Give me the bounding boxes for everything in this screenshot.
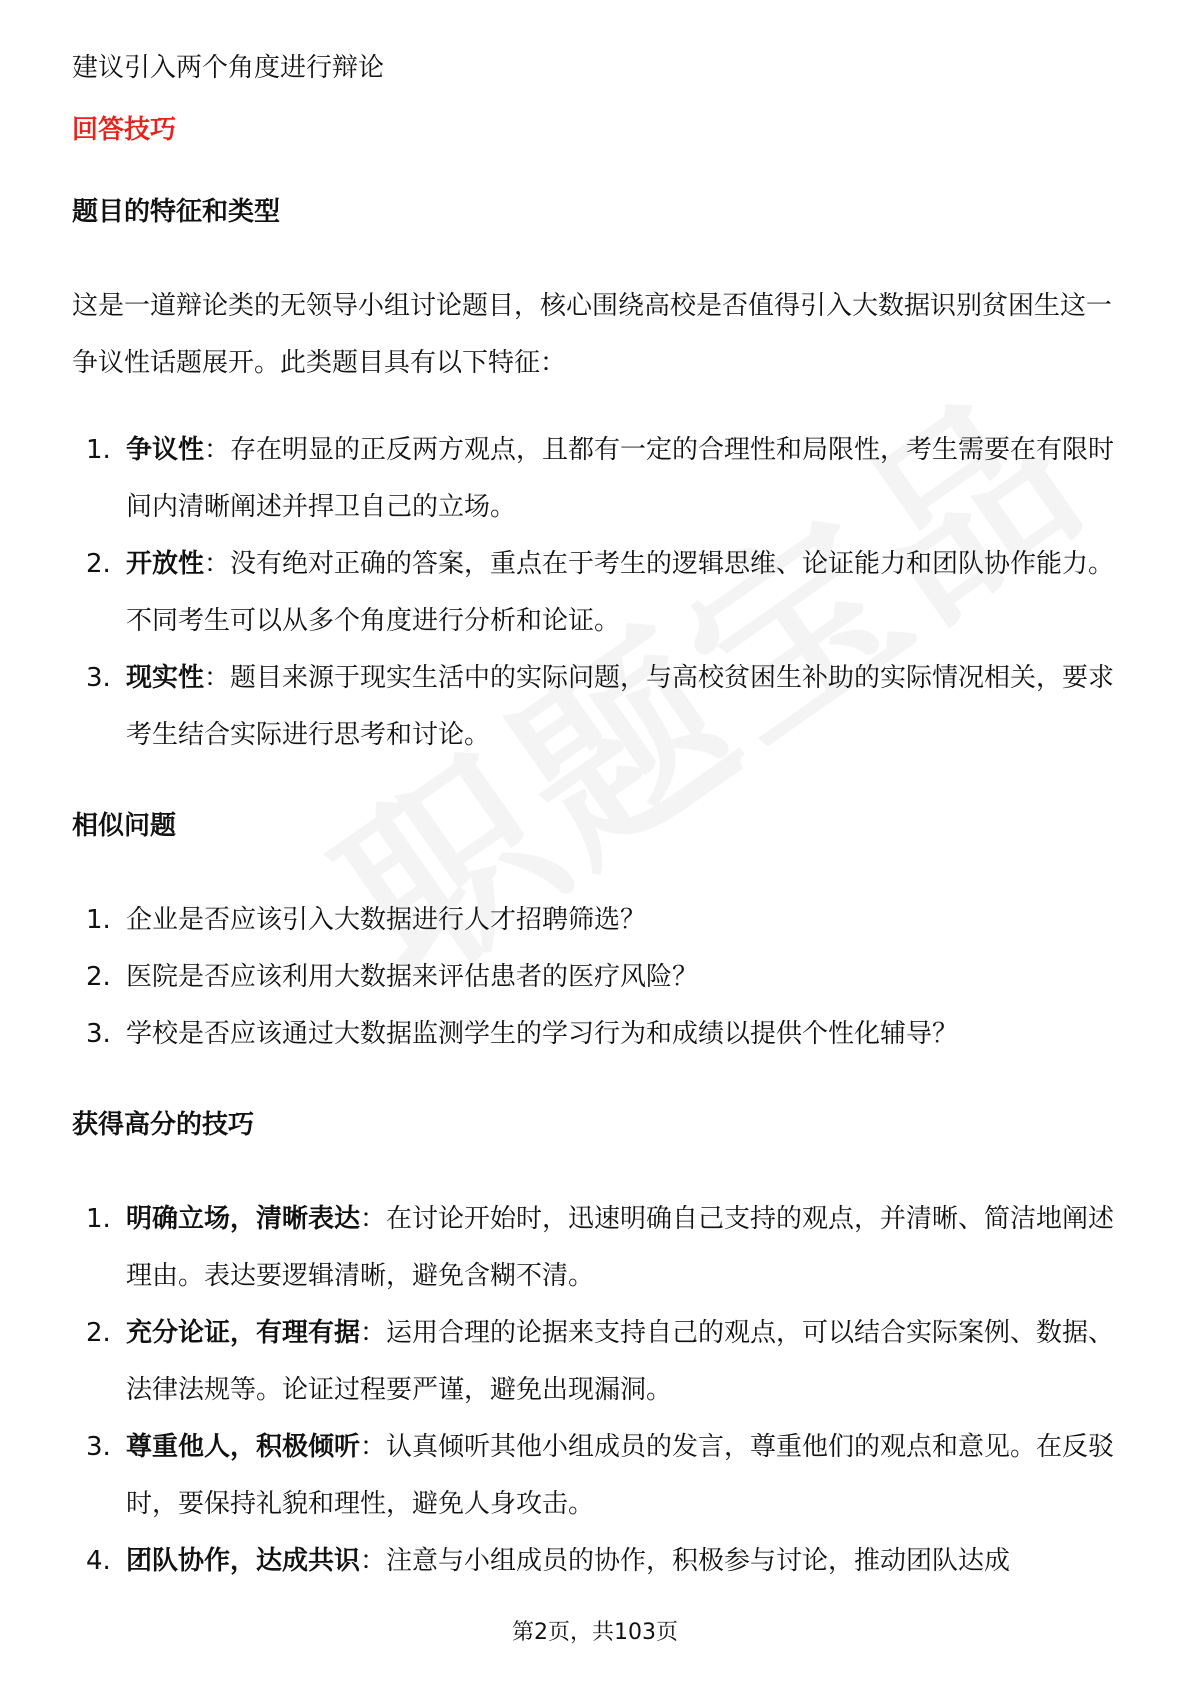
list-number: 2. (86, 1318, 111, 1348)
list-number: 2. (86, 549, 111, 579)
list-item-title: 明确立场，清晰表达 (126, 1204, 361, 1234)
list-item (72, 422, 1118, 536)
list-item-text: ：运用合理的论据来支持自己的观点，可以结合实际案例、数据、法律法规等。论证过程要严谨，避免出现漏洞。 (126, 1318, 1115, 1405)
list-number: 1. (86, 905, 111, 935)
list-item-text: ：认真倾听其他小组成员的发言，尊重他们的观点和意见。在反驳时，要保持礼貌和理性，避免人身攻击。 (126, 1432, 1115, 1519)
list-number: 4. (86, 1546, 111, 1576)
list-number: 3. (86, 1432, 111, 1462)
list-number: 3. (86, 663, 111, 693)
list-item (72, 1533, 1118, 1590)
features-list-block (72, 422, 1118, 764)
list-item-title: 现实性 (126, 663, 205, 693)
list-item-text: 医院是否应该利用大数据来评估患者的医疗风险？ (126, 962, 699, 992)
page-footer: 第2页，共103页 (512, 1620, 678, 1645)
list-item (72, 1006, 1118, 1063)
list-item (72, 1419, 1118, 1533)
list-item (72, 536, 1118, 650)
list-item-title: 争议性 (126, 435, 205, 465)
list-item-title: 尊重他人，积极倾听 (126, 1432, 361, 1462)
intro-text: 建议引入两个角度进行辩论 (72, 53, 385, 83)
features-list (72, 422, 1118, 764)
list-item-title: 开放性 (126, 549, 205, 579)
list-item (72, 650, 1118, 764)
list-number: 1. (86, 435, 111, 465)
high-score-list (72, 1191, 1118, 1590)
list-number: 3. (86, 1019, 111, 1049)
list-item-text: ：注意与小组成员的协作，积极参与讨论，推动团队达成 (360, 1546, 1011, 1576)
main-content (72, 48, 1118, 1590)
list-item-text: ：在讨论开始时，迅速明确自己支持的观点，并清晰、简洁地阐述理由。表达要逻辑清晰，避免含糊不清。 (126, 1204, 1115, 1291)
list-item-text: ：没有绝对正确的答案，重点在于考生的逻辑思维、论证能力和团队协作能力。不同考生可以从多个角度进行分析和论证。 (126, 549, 1115, 636)
list-item (72, 949, 1118, 1006)
section-heading-high-score: 获得高分的技巧 (72, 1110, 255, 1140)
section-heading-similar: 相似问题 (72, 811, 177, 841)
list-item-text: ：题目来源于现实生活中的实际问题，与高校贫困生补助的实际情况相关，要求考生结合实际进行思考和讨论。 (126, 663, 1115, 750)
tips-heading: 回答技巧 (72, 115, 177, 145)
list-number: 1. (86, 1204, 111, 1234)
list-item-text: ：存在明显的正反两方观点，且都有一定的合理性和局限性，考生需要在有限时间内清晰阐述并捍卫自己的立场。 (126, 435, 1115, 522)
list-item-text: 学校是否应该通过大数据监测学生的学习行为和成绩以提供个性化辅导？ (126, 1019, 959, 1049)
list-item (72, 1305, 1118, 1419)
list-item-text: 企业是否应该引入大数据进行人才招聘筛选？ (126, 905, 647, 935)
similar-list (72, 892, 1118, 1063)
list-number: 2. (86, 962, 111, 992)
list-item-title: 充分论证，有理有据 (126, 1318, 361, 1348)
similar-list-block (72, 892, 1118, 1063)
section-heading-features: 题目的特征和类型 (72, 197, 281, 227)
list-item (72, 892, 1118, 949)
features-paragraph: 这是一道辩论类的无领导小组讨论题目，核心围绕高校是否值得引入大数据识别贫困生这一争议性话题展开。此类题目具有以下特征： (72, 291, 1113, 378)
list-item-title: 团队协作，达成共识 (126, 1546, 361, 1576)
list-item (72, 1191, 1118, 1305)
